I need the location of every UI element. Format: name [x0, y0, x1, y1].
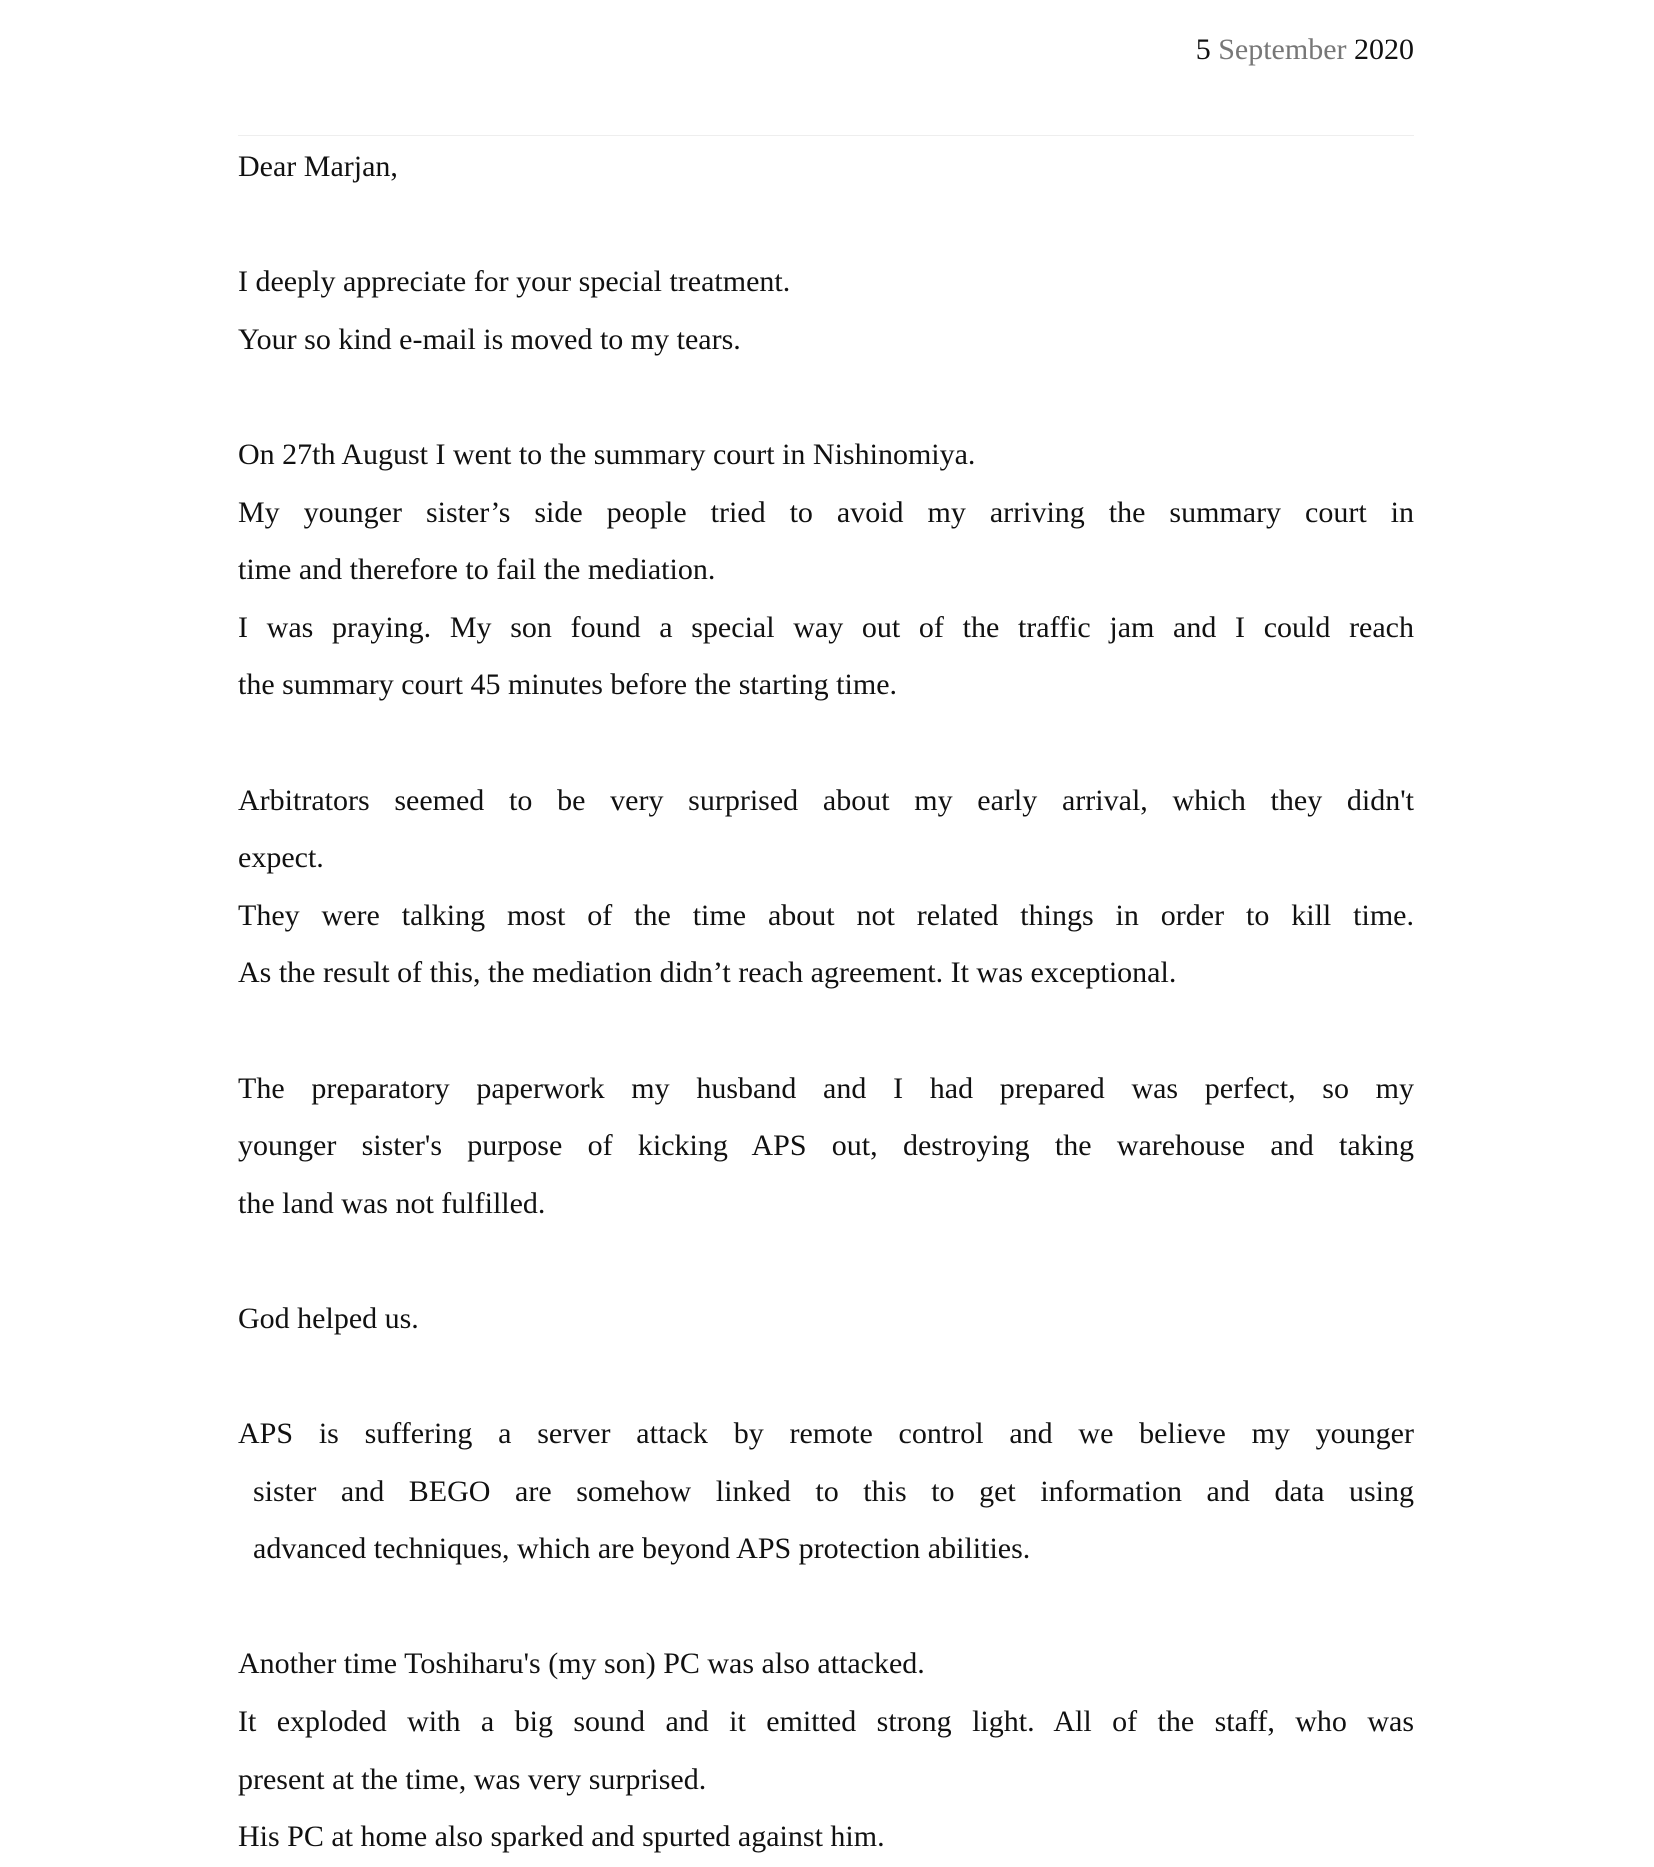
letter-line: As the result of this, the mediation didn’t reach agreement. It was exceptional.: [238, 956, 1177, 990]
letter-line: younger sister's purpose of kicking APS out, destroying the warehouse and taking: [238, 1129, 1414, 1163]
header-divider: [238, 135, 1414, 136]
letter-line: time and therefore to fail the mediation.: [238, 553, 716, 587]
letter-date: [1196, 28, 1414, 72]
paragraph-gap: [238, 1232, 1414, 1290]
date-month: September: [1218, 33, 1347, 66]
paragraph-gap: [238, 1347, 1414, 1405]
letter-line: I deeply appreciate for your special treatment.: [238, 265, 791, 299]
letter-line: APS is suffering a server attack by remote control and we believe my younger: [238, 1417, 1414, 1451]
letter-line: It exploded with a big sound and it emitted strong light. All of the staff, who was: [238, 1705, 1414, 1739]
letter-line: present at the time, was very surprised.: [238, 1762, 707, 1796]
paragraph-gap: [238, 1578, 1414, 1636]
date-day: 5: [1195, 33, 1211, 66]
letter-line: Another time Toshiharu's (my son) PC was also attacked.: [238, 1647, 925, 1681]
letter-line: the land was not fulfilled.: [238, 1186, 546, 1220]
salutation: Dear Marjan,: [238, 150, 398, 183]
letter-line: I was praying. My son found a special way out of the traffic jam and I could reach: [238, 610, 1414, 644]
letter-line: advanced techniques, which are beyond APS protection abilities.: [253, 1532, 1031, 1566]
paragraph-gap: [238, 1002, 1414, 1060]
letter-line: God helped us.: [238, 1301, 419, 1335]
letter-line: the summary court 45 minutes before the starting time.: [238, 668, 898, 702]
letter-line: sister and BEGO are somehow linked to this to get information and data using: [253, 1474, 1414, 1508]
paragraph-gap: [238, 714, 1414, 772]
letter-line: His PC at home also sparked and spurted against him.: [238, 1820, 885, 1854]
letter-line: On 27th August I went to the summary court in Nishinomiya.: [238, 437, 976, 471]
letter-line: Arbitrators seemed to be very surprised about my early arrival, which they didn't: [238, 783, 1414, 817]
paragraph-gap: [238, 196, 1414, 254]
letter-line: They were talking most of the time about not related things in order to kill time.: [238, 898, 1414, 932]
paragraph-gap: [238, 368, 1414, 426]
letter-line: My younger sister’s side people tried to avoid my arriving the summary court in: [238, 495, 1414, 529]
letter-line: expect.: [238, 841, 324, 875]
letter-line: Your so kind e-mail is moved to my tears.: [238, 322, 741, 356]
letter-line: The preparatory paperwork my husband and I had prepared was perfect, so my: [238, 1071, 1414, 1105]
letter-body: [238, 138, 1414, 1866]
date-year: 2020: [1354, 33, 1414, 66]
